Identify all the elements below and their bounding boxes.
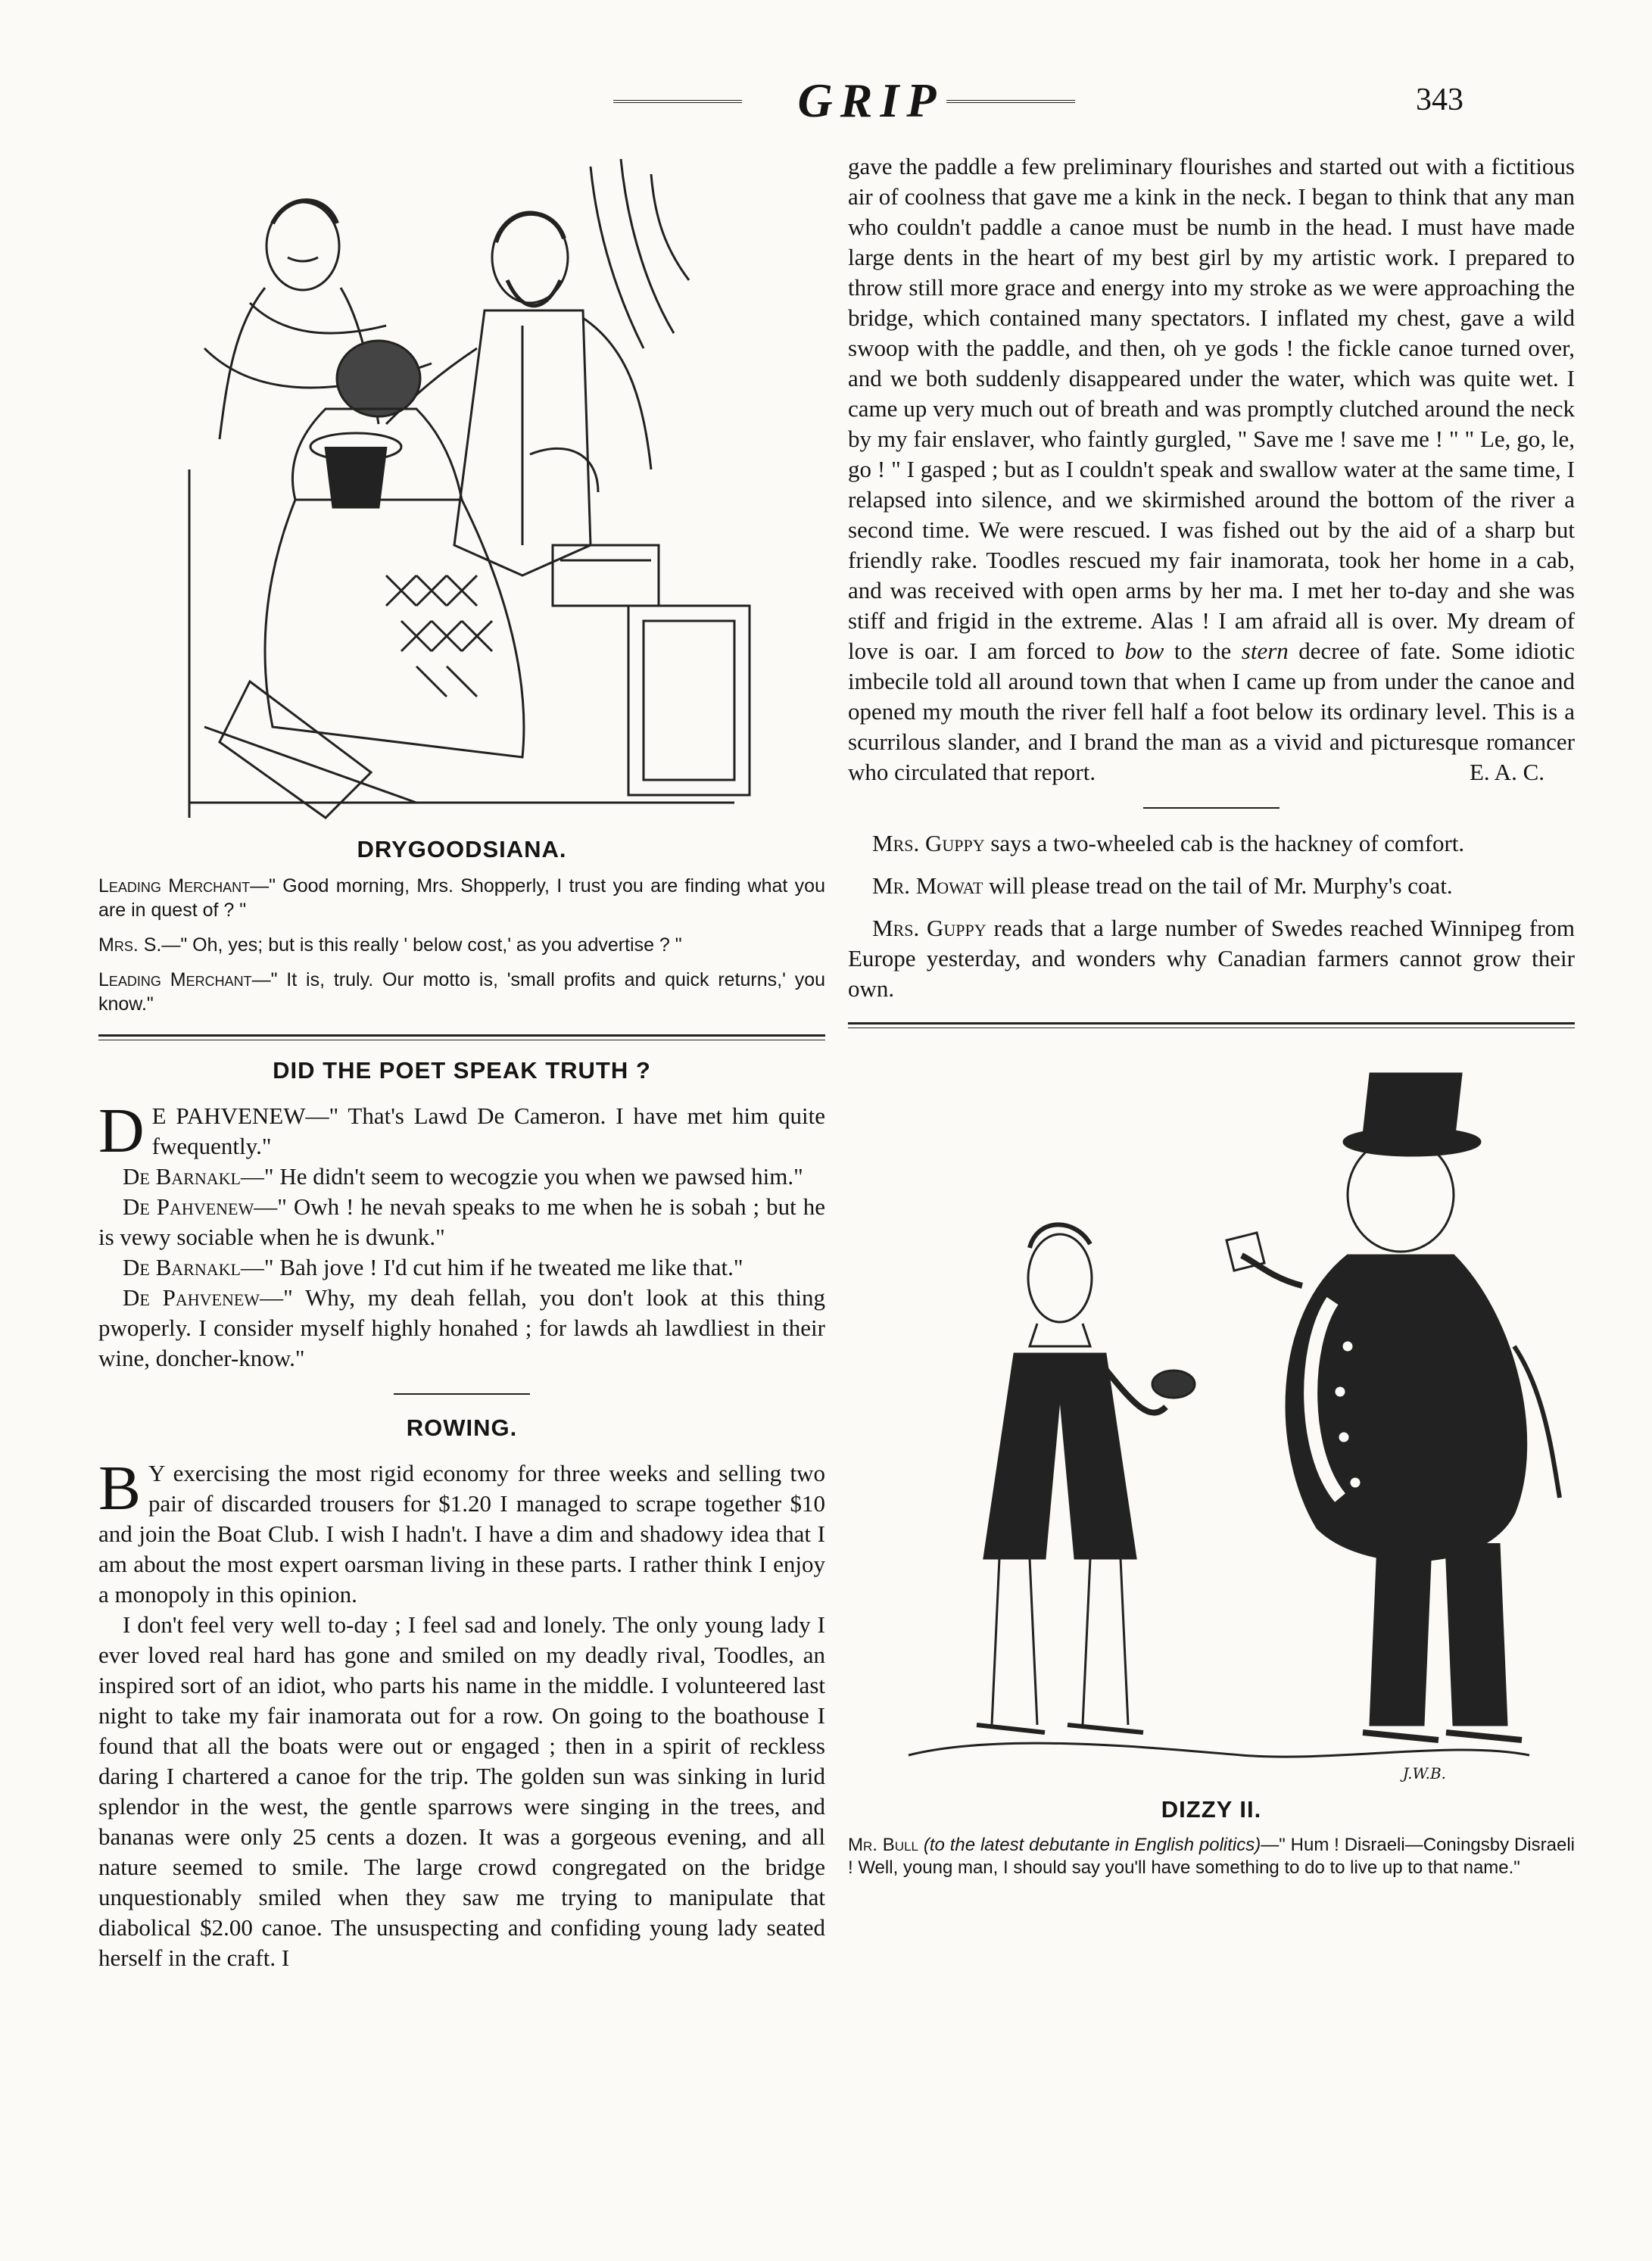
rowing-text: Y exercising the most rigid economy for three weeks and selling two pair of discarded trousers for $1.20 I managed to scrape together $10 and join the Boat Club. I wish I hadn't. I have a dim and shadowy idea that I am about the most expert oarsman living in these parts. I rather think I enjoy a monopoly in this opinion. — [98, 1460, 825, 1608]
item-speaker: Mrs. Guppy — [872, 915, 987, 941]
page-number: 343 — [1416, 83, 1463, 117]
dizzy-illustration — [848, 1028, 1575, 1785]
poet-dropcap: D — [98, 1096, 145, 1166]
masthead-rule-right — [946, 100, 1075, 103]
rowing-text-italic: bow — [1124, 638, 1164, 664]
item-speaker: Mrs. Guppy — [872, 830, 985, 856]
dialogue-speaker: Mrs. S. — [98, 934, 162, 956]
dizzy-cartoon — [848, 1028, 1575, 1785]
poet-line: —" Why, my deah fellah, you don't look at this thing pwoperly. I consider myself highly honahed ; for lawds ah lawdliest in their wine, doncher-know." — [98, 1284, 825, 1371]
drygoods-dialogue-line — [98, 968, 825, 1016]
stage-direction: (to the latest debutante in English politics) — [923, 1835, 1261, 1855]
dialogue-speaker: Mr. Bull — [848, 1835, 918, 1855]
drygoods-cartoon — [98, 151, 825, 825]
masthead-title: GRIP — [797, 73, 944, 127]
poet-paragraph — [98, 1096, 825, 1166]
poet-line: —" Owh ! he nevah speaks to me when he is sobah ; but he is vewy sociable when he is dwunk." — [98, 1193, 825, 1250]
poet-speaker: De Pahvenew — [123, 1284, 260, 1311]
dialogue-text: —" Good morning, Mrs. Shopperly, I trust you are finding what you are in quest of ? " — [98, 875, 825, 921]
rowing-paragraph — [848, 151, 1575, 787]
drygoods-dialogue-line — [98, 933, 825, 957]
rowing-paragraph — [98, 1453, 825, 1610]
news-item — [848, 828, 1575, 859]
dizzy-caption: DIZZY II. — [1161, 1796, 1262, 1823]
poet-speaker: E PAHVENEW — [151, 1102, 306, 1129]
section-divider — [848, 1022, 1575, 1024]
dialogue-speaker: Leading Merchant — [98, 969, 252, 990]
dialogue-text: —" Oh, yes; but is this really ' below cost,' as you advertise ? " — [161, 934, 682, 956]
poet-speaker: De Pahvenew — [123, 1193, 254, 1220]
news-item — [848, 871, 1575, 901]
rowing-article-continued — [848, 151, 1575, 787]
dialogue-speaker: Leading Merchant — [98, 875, 251, 897]
dialogue-text: —" Hum ! Disraeli—Coningsby Disraeli ! Well, young man, I should say you'll have something to do to live up to that name." — [848, 1835, 1575, 1878]
short-divider — [394, 1393, 530, 1395]
poet-paragraph — [98, 1192, 825, 1252]
poet-speaker: De Barnakl — [123, 1254, 241, 1280]
item-text: says a two-wheeled cab is the hackney of comfort. — [990, 830, 1465, 856]
rowing-text: to the — [1174, 638, 1232, 664]
drygoods-dialogue-line — [98, 874, 825, 922]
poet-article — [98, 1096, 825, 1374]
poet-title: DID THE POET SPEAK TRUTH ? — [273, 1057, 651, 1084]
poet-speaker: De Barnakl — [123, 1163, 241, 1190]
rowing-text-italic: stern — [1241, 638, 1289, 664]
poet-line: —" That's Lawd De Cameron. I have met him quite fwequently." — [151, 1102, 825, 1159]
right-column — [848, 151, 1575, 1879]
poet-line: —" Bah jove ! I'd cut him if he tweated me like that." — [240, 1254, 743, 1280]
rowing-paragraph: I don't feel very well to-day ; I feel sad and lonely. The only young lady I ever loved real hard has gone and smiled on my deadly rival, Toodles, an inspired sort of an idiot, who parts his name in the middle. I volunteered last night to take my fair inamorata out for a row. On going to the boathouse I found that all the boats were out or engaged ; then in a spirit of reckless daring I chartered a canoe for the trip. The golden sun was sinking in lurid splendor in the west, the gentle sparrows were singing in the trees, and bananas were only 25 cents a dozen. It was a gorgeous evening, and all nature seemed to smile. The large crowd congregated on the bridge unquestionably smiled when they saw me trying to manipulate that diabolical $2.00 canoe. The unsuspecting and confiding young lady seated herself in the craft. I — [98, 1611, 825, 1971]
page-header — [0, 73, 1652, 141]
rowing-text: gave the paddle a few preliminary flourishes and started out with a fictitious air of coolness that gave me a kink in the neck. I began to think that any man who couldn't paddle a canoe must be numb in the head. I must have made large dents in the heart of my best girl by my artistic work. I prepared to throw still more grace and energy into my stroke as we were approaching the bridge, which contained many spectators. I inflated my chest, gave a wild swoop with the paddle, and then, oh ye gods ! the fickle canoe turned over, and we both suddenly disappeared under the water, which was quite wet. I came up very much out of breath and was promptly clutched around the neck by my fair enslaver, who faintly gurgled, " Save me ! save me ! " " Le, go, le, go ! " I gasped ; but as I couldn't speak and swallow water at the same time, I relapsed into silence, and we skirmished around the bottom of the river a second time. We were rescued. I was fished out by the aid of a sharp but friendly rake. Toodles rescued my fair inamorata, took her home in a cab, and was received with open arms by her ma. I met her to-day and she was stiff and frigid in the extreme. Alas ! I am afraid all is over. My dream of love is oar. I am forced to — [848, 153, 1575, 664]
poet-paragraph — [98, 1283, 825, 1374]
artist-signature: J.W.B. — [1402, 1764, 1446, 1782]
section-divider — [98, 1034, 825, 1037]
dialogue-text: —" It is, truly. Our motto is, 'small profits and quick returns,' you know." — [98, 969, 825, 1015]
rowing-title: ROWING. — [406, 1414, 518, 1441]
dizzy-dialogue — [848, 1834, 1575, 1879]
item-speaker: Mr. Mowat — [872, 872, 983, 899]
rowing-text: decree of fate. Some idiotic imbecile told all around town that when I came up from under the canoe and opened my mouth the river fell half a foot below its ordinary level. This is a scurrilous slander, and I brand the man as a vivid and picturesque romancer who circulated that report. — [848, 638, 1575, 785]
news-item — [848, 913, 1575, 1004]
drygoods-caption: DRYGOODSIANA. — [357, 836, 567, 862]
poet-paragraph — [98, 1162, 825, 1192]
short-divider — [1143, 807, 1280, 809]
poet-paragraph — [98, 1252, 825, 1283]
rowing-article — [98, 1453, 825, 1973]
left-column — [98, 151, 825, 1973]
item-text: reads that a large number of Swedes reached Winnipeg from Europe yesterday, and wonders why Canadian farmers cannot grow their own. — [848, 915, 1576, 1002]
item-text: will please tread on the tail of Mr. Murphy's coat. — [989, 872, 1453, 899]
poet-line: —" He didn't seem to wecogzie you when we pawsed him." — [240, 1163, 803, 1190]
rowing-signature: E. A. C. — [1469, 759, 1544, 785]
drygoods-illustration — [98, 151, 825, 825]
rowing-dropcap: B — [98, 1453, 142, 1523]
